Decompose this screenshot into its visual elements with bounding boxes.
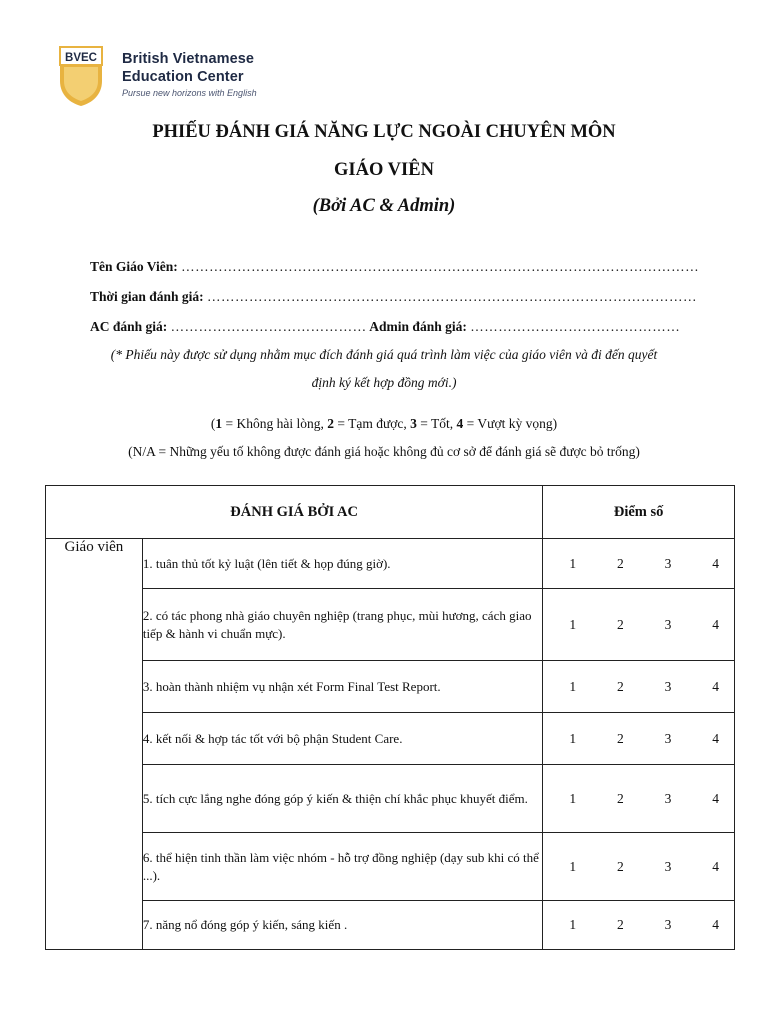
- score-3[interactable]: 3: [664, 555, 672, 571]
- ac-evaluator-label: AC đánh giá:: [90, 319, 168, 334]
- score-2[interactable]: 2: [616, 616, 624, 632]
- score-1[interactable]: 1: [569, 616, 577, 632]
- table-row: [46, 539, 735, 589]
- shield-logo-icon: [58, 45, 104, 107]
- admin-evaluator-blank[interactable]: ………………………………………: [470, 319, 681, 334]
- score-3[interactable]: 3: [664, 917, 672, 932]
- score-4[interactable]: 4: [712, 858, 719, 874]
- score-2[interactable]: 2: [616, 790, 624, 806]
- table-row: [46, 901, 735, 950]
- table-row: [46, 713, 735, 765]
- score-1[interactable]: 1: [569, 555, 577, 571]
- purpose-note-line2: định ký kết hợp đồng mới.): [311, 375, 457, 390]
- score-4[interactable]: 4: [712, 616, 719, 632]
- score-4[interactable]: 4: [712, 555, 719, 571]
- evaluators-field[interactable]: [90, 319, 680, 335]
- evaluation-time-field[interactable]: [90, 289, 697, 305]
- teacher-name-blank[interactable]: …………………………………………………………………………………………………: [181, 259, 700, 274]
- score-options[interactable]: [543, 539, 735, 589]
- score-3[interactable]: 3: [664, 616, 672, 632]
- table-header-row: [46, 486, 735, 539]
- table-row: [46, 661, 735, 713]
- score-options[interactable]: [543, 901, 735, 950]
- brand-name-line1: British Vietnamese: [122, 51, 255, 67]
- teacher-name-label: Tên Giáo Viên:: [90, 259, 178, 274]
- score-1[interactable]: 1: [569, 858, 577, 874]
- table-row: [46, 765, 735, 833]
- score-options[interactable]: [543, 765, 735, 833]
- criterion-text: 3. hoàn thành nhiệm vụ nhận xét Form Final Test Report.: [142, 661, 542, 713]
- score-2[interactable]: 2: [616, 678, 624, 694]
- rating-scale-note: (1 = Không hài lòng, 2 = Tạm được, 3 = Tốt, 4 = Vượt kỳ vọng): [210, 416, 558, 431]
- score-1[interactable]: 1: [569, 790, 577, 806]
- criterion-text: 7. năng nổ đóng góp ý kiến, sáng kiến .: [142, 901, 542, 950]
- form-title: PHIẾU ĐÁNH GIÁ NĂNG LỰC NGOÀI CHUYÊN MÔN: [152, 122, 616, 142]
- score-2[interactable]: 2: [616, 917, 624, 932]
- score-options[interactable]: [543, 833, 735, 901]
- criterion-text: 1. tuân thủ tốt kỷ luật (lên tiết & họp đúng giờ).: [142, 539, 542, 589]
- ac-evaluator-blank[interactable]: ……………………………………: [170, 319, 367, 334]
- evaluation-table: [45, 485, 735, 950]
- brand-name-line2: Education Center: [122, 69, 244, 85]
- score-3[interactable]: 3: [664, 678, 672, 694]
- table-row: [46, 589, 735, 661]
- table-header-criteria: ĐÁNH GIÁ BỞI AC: [46, 486, 543, 539]
- score-1[interactable]: 1: [569, 917, 577, 932]
- score-3[interactable]: 3: [664, 730, 672, 746]
- score-4[interactable]: 4: [712, 917, 719, 932]
- criterion-text: 5. tích cực lắng nghe đóng góp ý kiến & thiện chí khắc phục khuyết điểm.: [142, 765, 542, 833]
- form-by-line: (Bởi AC & Admin): [312, 196, 456, 216]
- score-1[interactable]: 1: [569, 730, 577, 746]
- score-2[interactable]: 2: [616, 858, 624, 874]
- purpose-note-line1: (* Phiếu này được sử dụng nhằm mục đích đánh giá quá trình làm việc của giáo viên và đi đến quyết: [110, 347, 658, 362]
- score-2[interactable]: 2: [616, 730, 624, 746]
- score-4[interactable]: 4: [712, 678, 719, 694]
- score-3[interactable]: 3: [664, 858, 672, 874]
- table-header-score: Điểm số: [543, 486, 735, 539]
- table-row: [46, 833, 735, 901]
- criterion-text: 4. kết nối & hợp tác tốt với bộ phận Student Care.: [142, 713, 542, 765]
- score-4[interactable]: 4: [712, 790, 719, 806]
- score-2[interactable]: 2: [616, 555, 624, 571]
- criterion-text: 2. có tác phong nhà giáo chuyên nghiệp (trang phục, mùi hương, cách giao tiếp & hành vi chuẩn mực).: [142, 589, 542, 661]
- teacher-name-field[interactable]: [90, 259, 699, 275]
- score-4[interactable]: 4: [712, 730, 719, 746]
- form-subtitle: GIÁO VIÊN: [334, 160, 434, 180]
- score-1[interactable]: 1: [569, 678, 577, 694]
- bvec-logo: [58, 45, 318, 107]
- score-options[interactable]: [543, 589, 735, 661]
- evaluation-time-blank[interactable]: ……………………………………………………………………………………………: [207, 289, 698, 304]
- group-label-teacher: Giáo viên: [46, 539, 143, 950]
- admin-evaluator-label: Admin đánh giá:: [369, 319, 467, 334]
- score-3[interactable]: 3: [664, 790, 672, 806]
- score-options[interactable]: [543, 713, 735, 765]
- logo-mark-text: BVEC: [65, 52, 97, 64]
- evaluation-time-label: Thời gian đánh giá:: [90, 289, 204, 304]
- score-options[interactable]: [543, 661, 735, 713]
- brand-tagline: Pursue new horizons with English: [122, 88, 257, 98]
- na-note: (N/A = Những yếu tố không được đánh giá hoặc không đủ cơ sở để đánh giá sẽ được bỏ trống): [128, 444, 640, 459]
- criterion-text: 6. thể hiện tinh thần làm việc nhóm - hỗ trợ đồng nghiệp (dạy sub khi có thể ...).: [142, 833, 542, 901]
